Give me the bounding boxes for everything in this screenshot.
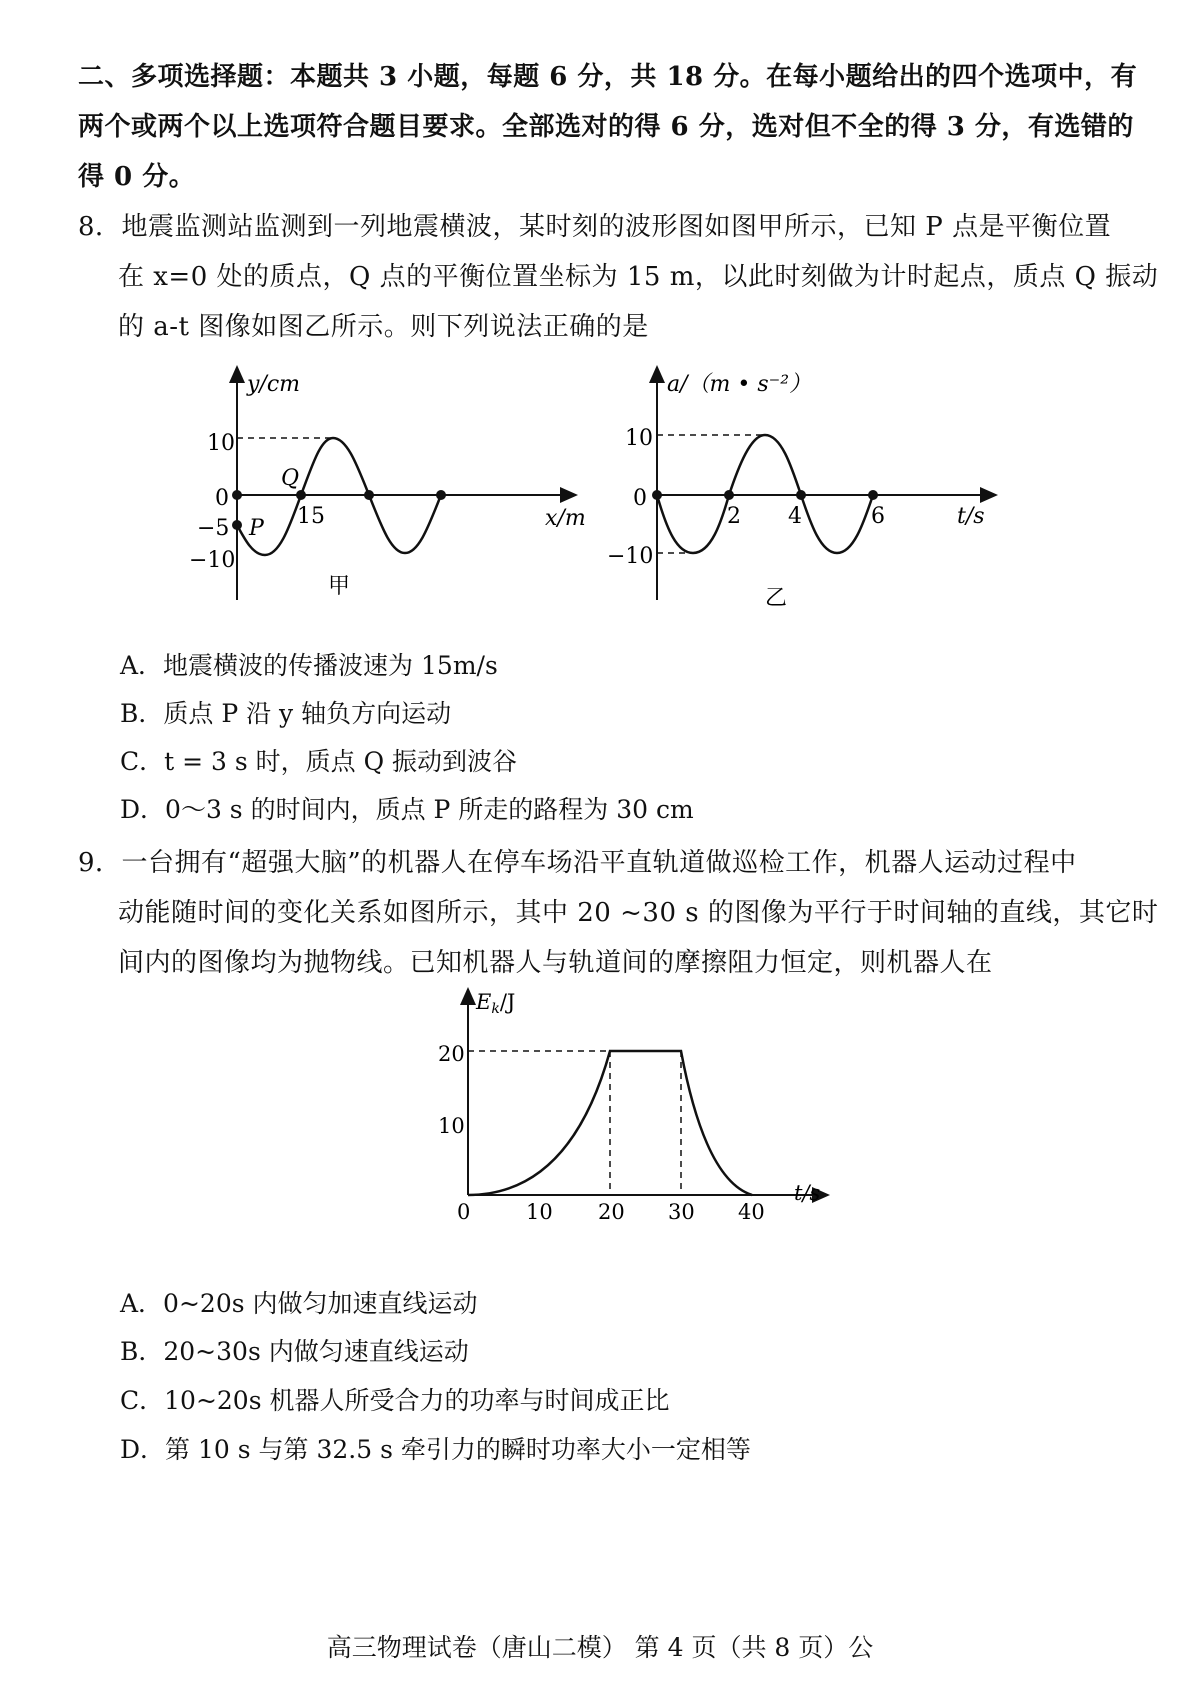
- q8-option-b: B．质点 P 沿 y 轴负方向运动: [120, 699, 452, 728]
- ek-xtick-40: 40: [738, 1200, 765, 1224]
- page-footer: 高三物理试卷（唐山二模） 第 4 页（共 8 页）公: [326, 1633, 874, 1662]
- q8-stem-line-3: 的 a-t 图像如图乙所示。则下列说法正确的是: [118, 312, 649, 342]
- q9-option-d: D．第 10 s 与第 32.5 s 牵引力的瞬时功率大小一定相等: [120, 1435, 751, 1464]
- jia-ytick-minus5: −5: [197, 516, 230, 541]
- jia-dot-node-2: [364, 490, 374, 500]
- yi-xtick-4: 4: [788, 504, 802, 529]
- jia-label-P: P: [249, 516, 264, 541]
- ek-xlabel: t/s: [794, 1181, 821, 1205]
- yi-ytick-10: 10: [625, 426, 653, 451]
- jia-xtick-15: 15: [297, 504, 325, 529]
- q8-stem-line-1: 8．地震监测站监测到一列地震横波，某时刻的波形图如图甲所示，已知 P 点是平衡位置: [78, 212, 1112, 242]
- jia-ytick-minus10: −10: [189, 548, 236, 573]
- ek-xtick-10: 10: [526, 1200, 553, 1224]
- ek-xtick-20: 20: [598, 1200, 625, 1224]
- q9-figure-ek-t: [430, 985, 850, 1235]
- jia-dot-node-3: [436, 490, 446, 500]
- jia-ylabel: y/cm: [247, 372, 301, 397]
- yi-dot-4: [796, 490, 806, 500]
- yi-dot-6: [868, 490, 878, 500]
- ek-xtick-0: 0: [457, 1200, 471, 1224]
- yi-dot-0: [652, 490, 662, 500]
- q9-stem-line-1: 9．一台拥有“超强大脑”的机器人在停车场沿平直轨道做巡检工作，机器人运动过程中: [78, 848, 1077, 878]
- yi-xlabel: t/s: [957, 504, 985, 529]
- jia-ytick-0: 0: [215, 486, 229, 511]
- yi-ytick-0: 0: [633, 486, 647, 511]
- q8-figure-jia: [185, 365, 595, 615]
- q8-option-c: C．t = 3 s 时，质点 Q 振动到波谷: [120, 747, 518, 776]
- jia-caption: 甲: [328, 574, 351, 599]
- ek-ytick-10: 10: [438, 1114, 465, 1138]
- jia-dot-P: [232, 520, 242, 530]
- jia-xlabel: x/m: [545, 506, 586, 531]
- section-instructions-line-1: 二、多项选择题：本题共 3 小题，每题 6 分，共 18 分。在每小题给出的四个选项中，有: [78, 62, 1138, 92]
- yi-xtick-2: 2: [727, 504, 741, 529]
- ek-ylabel: Ek/J: [476, 990, 516, 1017]
- q9-option-c: C．10~20s 机器人所受合力的功率与时间成正比: [120, 1386, 670, 1415]
- q8-figure-yi: [605, 365, 1005, 615]
- yi-ytick-minus10: −10: [607, 544, 654, 569]
- yi-dot-2: [724, 490, 734, 500]
- q8-option-d: D．0～3 s 的时间内，质点 P 所走的路程为 30 cm: [120, 795, 694, 824]
- section-instructions-line-3: 得 0 分。: [78, 162, 196, 192]
- jia-label-Q: Q: [281, 466, 300, 491]
- jia-dot-Q: [296, 490, 306, 500]
- q9-option-b: B．20~30s 内做匀速直线运动: [120, 1337, 469, 1366]
- yi-caption: 乙: [765, 586, 788, 611]
- q8-option-a: A．地震横波的传播波速为 15m/s: [120, 651, 498, 680]
- yi-xtick-6: 6: [871, 504, 885, 529]
- section-instructions-line-2: 两个或两个以上选项符合题目要求。全部选对的得 6 分，选对但不全的得 3 分，有选错的: [78, 112, 1134, 142]
- ek-xtick-30: 30: [668, 1200, 695, 1224]
- q8-stem-line-2: 在 x=0 处的质点，Q 点的平衡位置坐标为 15 m，以此时刻做为计时起点，质点 Q 振动: [118, 262, 1159, 292]
- q9-stem-line-2: 动能随时间的变化关系如图所示，其中 20 ~30 s 的图像为平行于时间轴的直线，其它时: [118, 898, 1159, 928]
- q9-stem-line-3: 间内的图像均为抛物线。已知机器人与轨道间的摩擦阻力恒定，则机器人在: [118, 948, 993, 978]
- jia-dot-origin: [232, 490, 242, 500]
- jia-wave-curve: [237, 438, 441, 555]
- jia-ytick-10: 10: [207, 431, 235, 456]
- ek-ytick-20: 20: [438, 1042, 465, 1066]
- yi-ylabel: a/（m • s⁻²）: [667, 372, 812, 397]
- q9-option-a: A．0~20s 内做匀加速直线运动: [120, 1289, 478, 1318]
